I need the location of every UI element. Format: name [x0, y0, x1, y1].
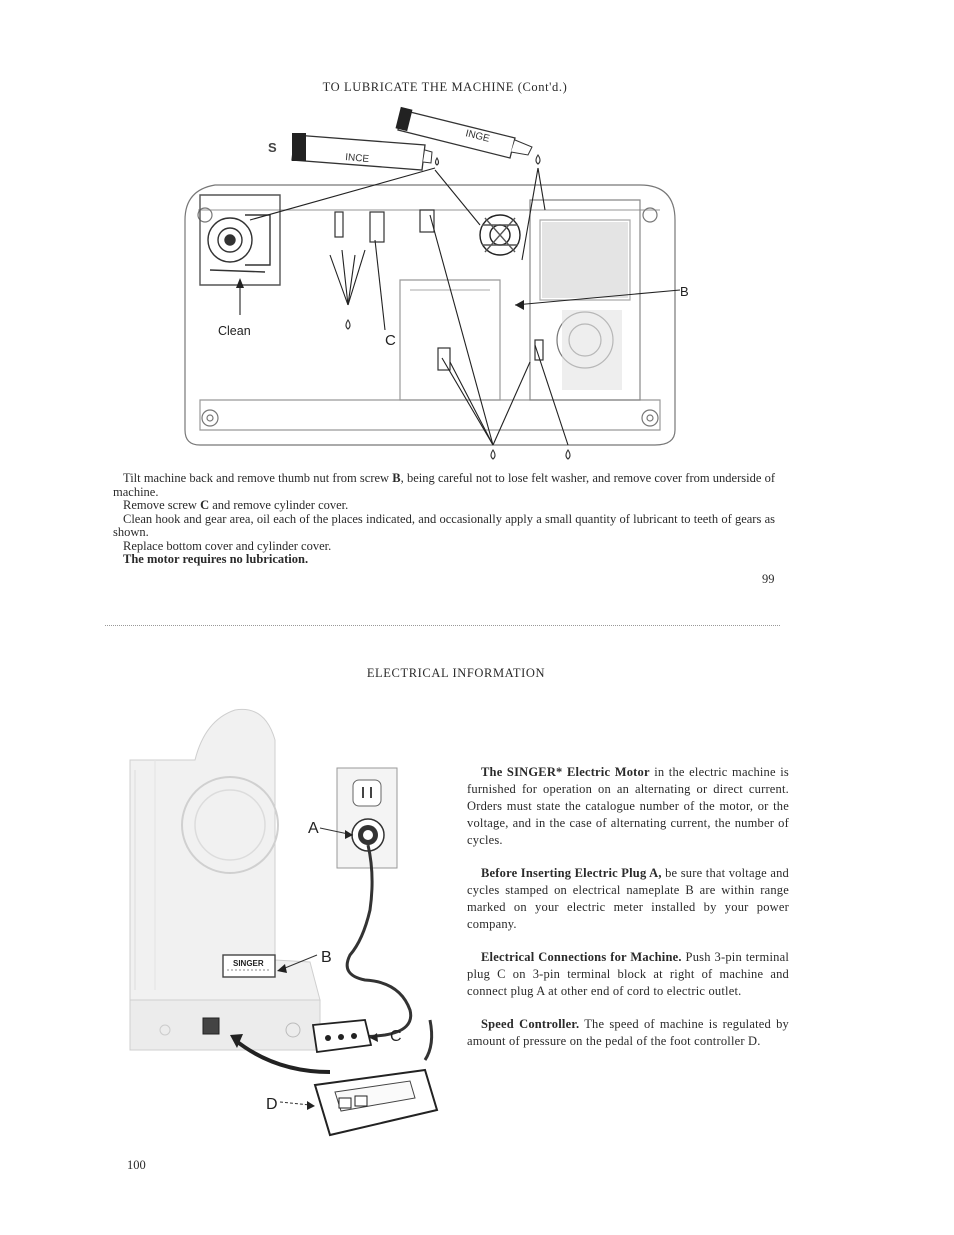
para-plug: Before Inserting Electric Plug A, be sure that voltage and cycles stamped on electrical nameplate B are within range marked on your electric meter installed by your power company.	[467, 866, 789, 931]
label-c: C	[385, 332, 396, 349]
para-speed: Speed Controller. The speed of machine is regulated by amount of pressure on the pedal of the foot controller D.	[467, 1017, 789, 1048]
page-title-electrical: ELECTRICAL INFORMATION	[366, 666, 546, 680]
power-cord	[325, 845, 411, 1037]
page-number-99: 99	[762, 572, 775, 586]
terminal-plug	[313, 1020, 371, 1052]
electrical-diagram	[125, 700, 445, 1145]
svg-text:INCE: INCE	[344, 152, 370, 166]
lubrication-diagram	[170, 100, 700, 470]
wall-outlet	[337, 768, 397, 868]
page-divider	[105, 625, 780, 626]
oil-drops	[346, 155, 570, 459]
tube-logo: S	[268, 140, 277, 155]
motor-note: The motor requires no lubrication.	[123, 552, 309, 566]
instruction-2: Remove screw C and remove cylinder cover.	[123, 498, 349, 512]
label-a: A	[308, 820, 319, 837]
lubrication-instructions	[113, 472, 775, 567]
label-b: B	[680, 284, 689, 299]
foot-controller	[315, 1070, 437, 1135]
electrical-text-column	[467, 764, 789, 1066]
shaded-casting	[542, 222, 628, 298]
label-d: D	[266, 1096, 278, 1113]
para-motor: The SINGER* Electric Motor in the electric machine is furnished for operation on an alternating or direct current. Orders must state the catalogue number of the motor, or the voltage, and in the case of alternating current, the number of cycles.	[467, 765, 789, 847]
label-c-electrical: C	[390, 1028, 402, 1045]
instruction-4: Replace bottom cover and cylinder cover.	[123, 538, 332, 553]
instruction-3: Clean hook and gear area, oil each of the places indicated, and occasionally apply a small quantity of lubricant to teeth of gears as shown.	[113, 511, 775, 539]
hook-gear-assembly	[200, 195, 280, 285]
svg-text:SINGER: SINGER	[233, 959, 264, 968]
para-connections: Electrical Connections for Machine. Push 3-pin terminal plug C on 3-pin terminal block at right of machine and connect plug A at other end of cord to electric outlet.	[467, 950, 789, 998]
oil-tube-left	[292, 133, 432, 170]
label-b-electrical: B	[321, 949, 332, 966]
page-title-lubricate: TO LUBRICATE THE MACHINE (Cont'd.)	[322, 80, 568, 94]
svg-text:INGE: INGE	[464, 128, 491, 145]
page-number-100: 100	[127, 1158, 146, 1172]
machine-body	[130, 709, 320, 1050]
instruction-1: Tilt machine back and remove thumb nut from screw B, being careful not to lose felt washer, and remove cover from underside of machine.	[113, 471, 775, 499]
label-clean: Clean	[218, 324, 251, 338]
bevel-gear	[480, 215, 520, 255]
